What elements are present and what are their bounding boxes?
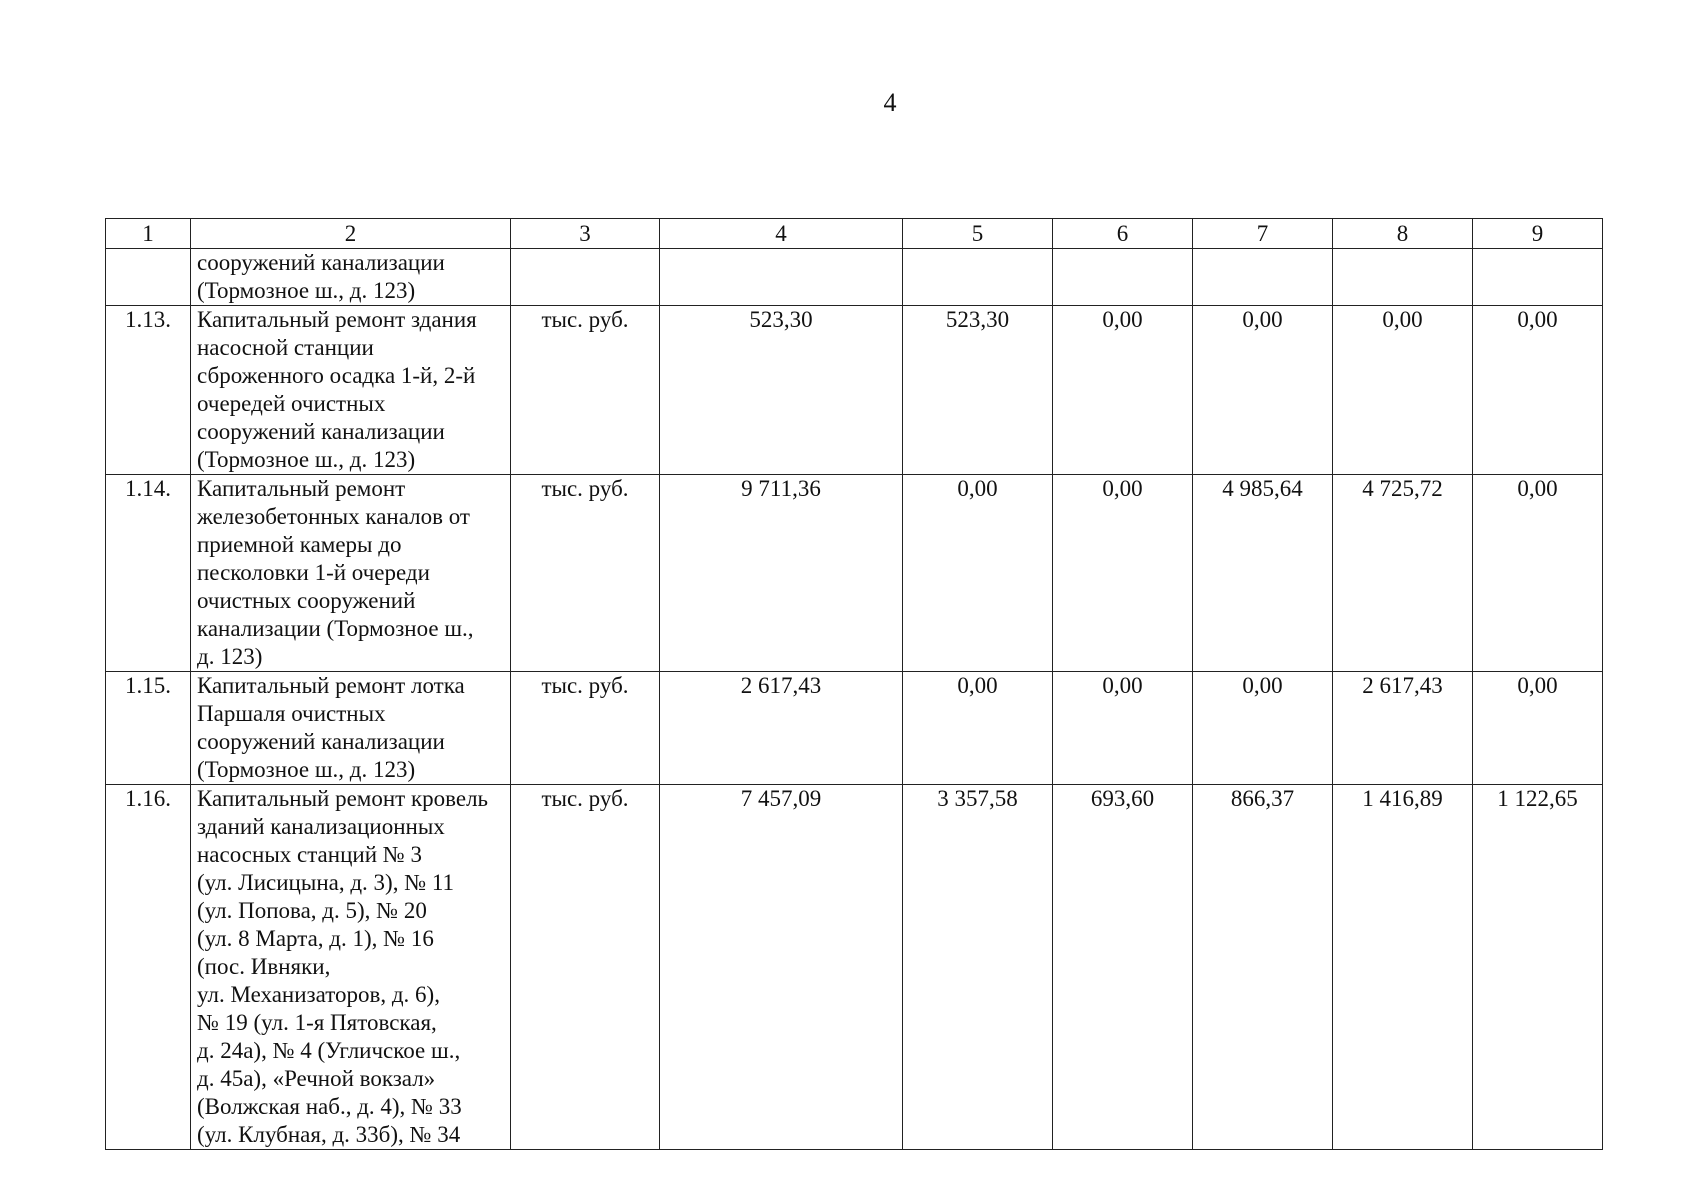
- value-cell: [1333, 249, 1473, 306]
- value-cell: [660, 249, 903, 306]
- value-cell: 0,00: [1333, 306, 1473, 475]
- row-number: 1.16.: [106, 785, 191, 1150]
- value-cell: 4 985,64: [1193, 475, 1333, 672]
- value-cell: 3 357,58: [903, 785, 1053, 1150]
- unit-cell: [511, 249, 660, 306]
- column-header: 5: [903, 219, 1053, 249]
- value-cell: [903, 249, 1053, 306]
- value-cell: [1473, 249, 1603, 306]
- unit-cell: тыс. руб.: [511, 475, 660, 672]
- column-header: 2: [191, 219, 511, 249]
- column-header: 8: [1333, 219, 1473, 249]
- value-cell: 0,00: [1053, 475, 1193, 672]
- unit-cell: тыс. руб.: [511, 672, 660, 785]
- value-cell: 693,60: [1053, 785, 1193, 1150]
- table-row: [106, 249, 1603, 306]
- item-description: сооружений канализации (Тормозное ш., д. 123): [191, 249, 511, 306]
- table-header-row: [106, 219, 1603, 249]
- value-cell: 523,30: [903, 306, 1053, 475]
- value-cell: 0,00: [903, 672, 1053, 785]
- value-cell: 1 122,65: [1473, 785, 1603, 1150]
- value-cell: 0,00: [1473, 475, 1603, 672]
- item-description: Капитальный ремонт здания насосной станции сброженного осадка 1-й, 2-й очередей очистных сооружений канализации (Тормозное ш., д. 123): [191, 306, 511, 475]
- unit-cell: тыс. руб.: [511, 306, 660, 475]
- value-cell: 0,00: [1193, 306, 1333, 475]
- value-cell: 4 725,72: [1333, 475, 1473, 672]
- value-cell: [1193, 249, 1333, 306]
- column-header: 7: [1193, 219, 1333, 249]
- value-cell: 0,00: [1193, 672, 1333, 785]
- value-cell: 866,37: [1193, 785, 1333, 1150]
- row-number: 1.13.: [106, 306, 191, 475]
- unit-cell: тыс. руб.: [511, 785, 660, 1150]
- value-cell: 0,00: [1053, 306, 1193, 475]
- value-cell: 0,00: [1473, 672, 1603, 785]
- row-number: 1.14.: [106, 475, 191, 672]
- table-row: [106, 785, 1603, 1150]
- value-cell: 2 617,43: [660, 672, 903, 785]
- value-cell: 0,00: [1473, 306, 1603, 475]
- value-cell: [1053, 249, 1193, 306]
- page-number: 4: [883, 88, 897, 117]
- table-row: [106, 306, 1603, 475]
- column-header: 1: [106, 219, 191, 249]
- item-description: Капитальный ремонт железобетонных каналов от приемной камеры до песколовки 1-й очереди очистных сооружений канализации (Тормозное ш., д. 123): [191, 475, 511, 672]
- row-number: 1.15.: [106, 672, 191, 785]
- value-cell: 9 711,36: [660, 475, 903, 672]
- column-header: 9: [1473, 219, 1603, 249]
- value-cell: 523,30: [660, 306, 903, 475]
- value-cell: 0,00: [903, 475, 1053, 672]
- column-header: 6: [1053, 219, 1193, 249]
- item-description: Капитальный ремонт лотка Паршаля очистных сооружений канализации (Тормозное ш., д. 123): [191, 672, 511, 785]
- row-number: [106, 249, 191, 306]
- table-row: [106, 475, 1603, 672]
- column-header: 4: [660, 219, 903, 249]
- budget-table: [105, 218, 1603, 1150]
- value-cell: 7 457,09: [660, 785, 903, 1150]
- value-cell: 2 617,43: [1333, 672, 1473, 785]
- value-cell: 0,00: [1053, 672, 1193, 785]
- item-description: Капитальный ремонт кровель зданий канализационных насосных станций № 3 (ул. Лисицына, д. 3), № 11 (ул. Попова, д. 5), № 20 (ул. 8 Марта, д. 1), № 16 (пос. Ивняки, ул. Механизаторов, д. 6), № 19 (ул. 1-я Пятовская, д. 24а), № 4 (Угличское ш., д. 45а), «Речной вокзал» (Волжская наб., д. 4), № 33 (ул. Клубная, д. 33б), № 34: [191, 785, 511, 1150]
- value-cell: 1 416,89: [1333, 785, 1473, 1150]
- column-header: 3: [511, 219, 660, 249]
- table-row: [106, 672, 1603, 785]
